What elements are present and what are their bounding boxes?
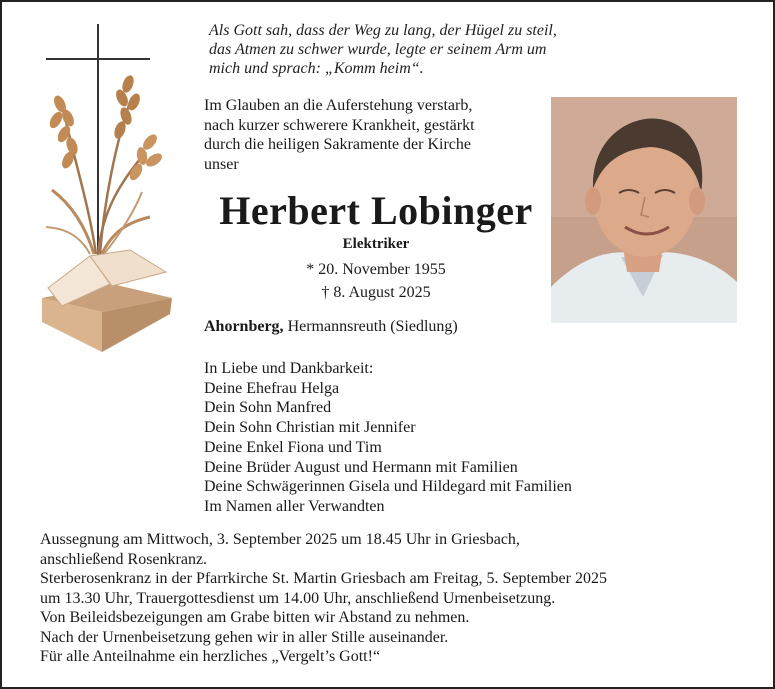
service-line: Für alle Anteilnahme ein herzliches „Vergelt’s Gott!“ [40, 648, 381, 665]
quote-line: Als Gott sah, dass der Weg zu lang, der Hügel zu steil, [209, 22, 557, 39]
intro-line: unser [204, 155, 239, 173]
mourners-line: Deine Enkel Fiona und Tim [204, 438, 382, 456]
occupation: Elektriker [342, 236, 410, 252]
residence-town: Ahornberg, [204, 318, 284, 335]
intro-line: durch die heiligen Sakramente der Kirche [204, 136, 471, 153]
service-line: Aussegnung am Mittwoch, 3. September 2025 um 18.45 Uhr in Griesbach, [40, 531, 520, 548]
service-details [40, 530, 607, 667]
mourners-line: Dein Sohn Christian mit Jennifer [204, 419, 416, 437]
residence [204, 318, 458, 336]
mourners-line: Deine Brüder August und Hermann mit Familien [204, 458, 518, 476]
deceased-name: Herbert Lobinger [219, 188, 533, 233]
cross-wheat-book-icon [38, 22, 178, 356]
quote-line: das Atmen zu schwer wurde, legte er seinem Arm um [209, 41, 547, 58]
mourners-list [204, 359, 572, 517]
service-line: Von Beileidsbezeigungen am Grabe bitten wir Abstand zu nehmen. [40, 609, 470, 626]
mourners-line: Deine Ehefrau Helga [204, 379, 340, 397]
death-date: † 8. August 2025 [321, 284, 431, 301]
intro-line: Im Glauben an die Auferstehung verstarb, [204, 97, 473, 114]
portrait-photo [551, 97, 737, 323]
quote-line: mich und sprach: „Komm heim“. [209, 60, 424, 77]
service-line: anschließend Rosenkranz. [40, 550, 208, 568]
mourners-line: Dein Sohn Manfred [204, 399, 332, 417]
residence-detail: Hermannsreuth (Siedlung) [287, 318, 458, 335]
service-line: um 13.30 Uhr, Trauergottesdienst um 14.00 Uhr, anschließend Urnenbeisetzung. [40, 589, 556, 607]
service-line: Nach der Urnenbeisetzung gehen wir in aller Stille auseinander. [40, 628, 449, 646]
mourners-line: Im Namen aller Verwandten [204, 497, 385, 515]
mourners-line: Deine Schwägerinnen Gisela und Hildegard mit Familien [204, 478, 572, 496]
intro-text [204, 96, 534, 174]
service-line: Sterberosenkranz in der Pfarrkirche St. Martin Griesbach am Freitag, 5. September 2025 [40, 570, 607, 587]
mourners-line: In Liebe und Dankbarkeit: [204, 360, 374, 377]
intro-line: nach kurzer schwerere Krankheit, gestärkt [204, 116, 475, 134]
birth-date: * 20. November 1955 [306, 261, 446, 278]
quote-block [209, 21, 629, 78]
